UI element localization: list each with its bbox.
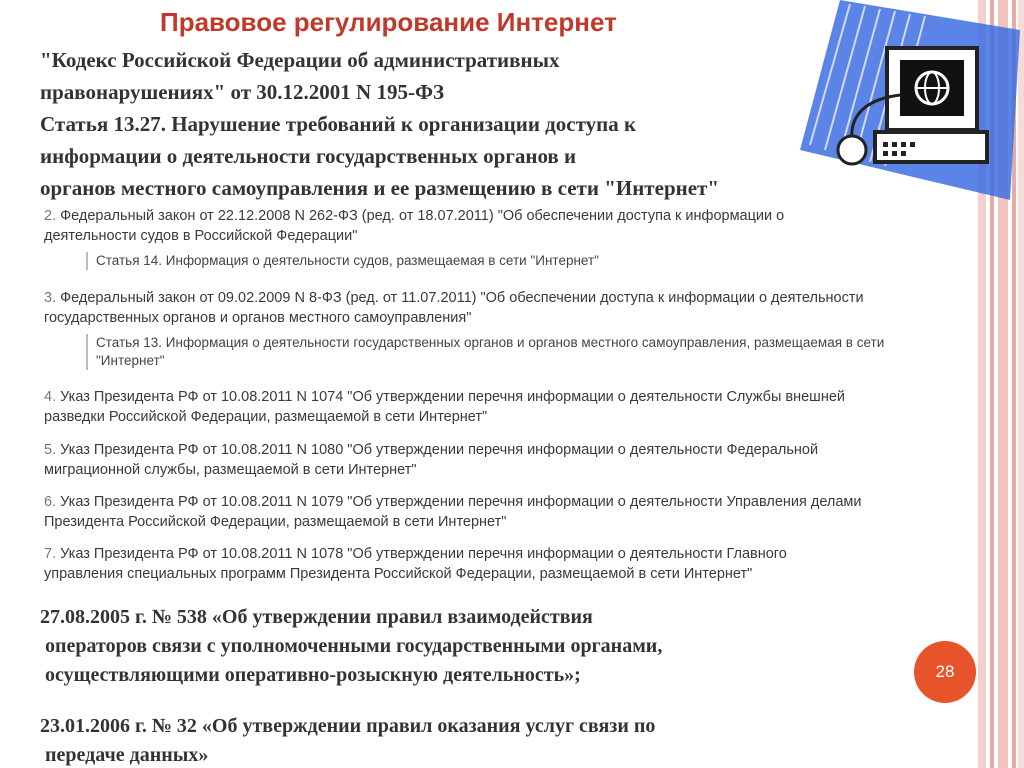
reference-number: 3. [44, 290, 57, 306]
reference-number: 5. [44, 442, 57, 458]
reference-item [44, 492, 862, 532]
header-line: информации о деятельности государственных органов и [40, 144, 577, 168]
reference-number: 4. [44, 389, 57, 405]
reference-subitem-text: Статья 13. Информация о деятельности государственных органов и органов местного самоуправления, размещаемая в сети [96, 335, 885, 350]
header-text [40, 44, 719, 204]
reference-text: Федеральный закон от 22.12.2008 N 262-ФЗ (ред. от 18.07.2011) "Об обеспечении доступа к информации о [60, 208, 785, 224]
reference-subitem [86, 252, 599, 270]
page-number-badge [914, 641, 976, 703]
slide-title: Правовое регулирование Интернет [160, 7, 617, 37]
reference-subitem [86, 334, 884, 370]
reference-number: 2. [44, 208, 57, 224]
bottom-paragraph [40, 603, 662, 690]
reference-item [44, 387, 845, 427]
reference-text: Указ Президента РФ от 10.08.2011 N 1074 "Об утверждении перечня информации о деятельности Службы внешней [60, 389, 845, 405]
bottom-line: операторов связи с уполномоченными государственными органами, [40, 635, 663, 657]
reference-item [44, 288, 864, 328]
reference-number: 6. [44, 494, 57, 510]
computer-globe-clipart-icon [780, 0, 1024, 210]
reference-item [44, 440, 818, 480]
header-line: "Кодекс Российской Федерации об административных [40, 48, 560, 72]
header-line: органов местного самоуправления и ее размещению в сети "Интернет" [40, 176, 720, 200]
reference-text: Указ Президента РФ от 10.08.2011 N 1079 "Об утверждении перечня информации о деятельности Управления делами [60, 494, 862, 510]
reference-text: разведки Российской Федерации, размещаемой в сети Интернет" [44, 409, 488, 425]
reference-text: управления специальных программ Президента Российской Федерации, размещаемой в сети Интернет" [44, 566, 753, 582]
bottom-line: передаче данных» [40, 744, 209, 766]
reference-text: миграционной службы, размещаемой в сети Интернет" [44, 462, 417, 478]
reference-item [44, 206, 784, 246]
reference-subitem-text: Статья 14. Информация о деятельности судов, размещаемая в сети "Интернет" [96, 253, 599, 268]
reference-text: деятельности судов в Российской Федерации" [44, 228, 358, 244]
reference-number: 7. [44, 546, 57, 562]
reference-item [44, 544, 787, 584]
page-number: 28 [935, 662, 955, 681]
reference-text: Указ Президента РФ от 10.08.2011 N 1078 "Об утверждении перечня информации о деятельности Главного [60, 546, 787, 562]
reference-text: Президента Российской Федерации, размещаемой в сети Интернет" [44, 514, 507, 530]
reference-text: государственных органов и органов местного самоуправления" [44, 310, 472, 326]
bottom-line: осуществляющими оперативно-розыскную деятельность»; [40, 664, 581, 686]
header-line: правонарушениях" от 30.12.2001 N 195-ФЗ [40, 80, 445, 104]
bottom-paragraph [40, 712, 655, 768]
reference-text: Федеральный закон от 09.02.2009 N 8-ФЗ (ред. от 11.07.2011) "Об обеспечении доступа к информации о деятельности [60, 290, 864, 306]
reference-subitem-text: "Интернет" [96, 353, 165, 368]
bottom-line: 23.01.2006 г. № 32 «Об утверждении правил оказания услуг связи по [40, 715, 656, 737]
reference-text: Указ Президента РФ от 10.08.2011 N 1080 "Об утверждении перечня информации о деятельности Федеральной [60, 442, 819, 458]
bottom-line: 27.08.2005 г. № 538 «Об утверждении правил взаимодействия [40, 606, 593, 628]
header-line: Статья 13.27. Нарушение требований к организации доступа к [40, 112, 637, 136]
